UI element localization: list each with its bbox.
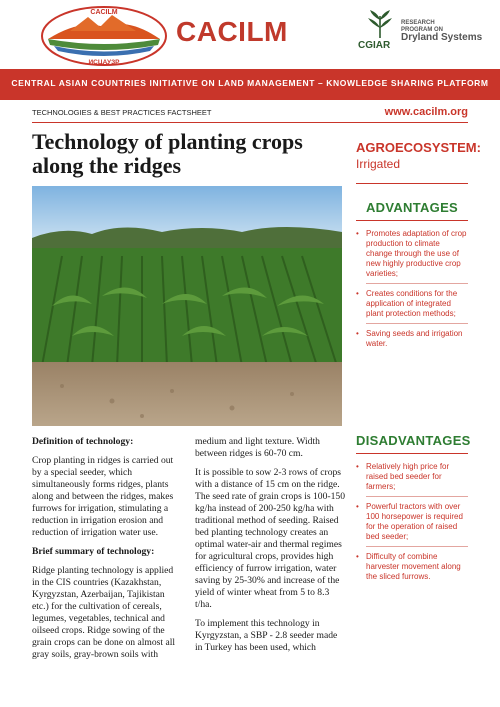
body-column-2 [195,436,345,661]
agroecosystem-label: AGROECOSYSTEM: [356,140,481,155]
agroecosystem-value: Irrigated [356,157,401,171]
banner-text: CENTRAL ASIAN COUNTRIES INITIATIVE ON LAND MANAGEMENT – KNOWLEDGE SHARING PLATFORM [11,78,489,88]
list-item: • Powerful tractors with over 100 horsepower is required for the operation of raised bed seeder; [356,502,463,541]
body-paragraph: medium and light texture. Width between ridges is 60-70 cm. [195,436,320,459]
advantages-list [356,229,468,349]
advantages-divider [356,220,468,221]
factsheet-label: TECHNOLOGIES & BEST PRACTICES FACTSHEET [32,108,212,117]
definition-text: Crop planting in ridges is carried out by a special seeder, which simultaneously forms ridges, plants along and between the ridges, makes furrows for irrigation, stimulating a reduction in irrigation erosion and reduction of irrigation water use. [32,455,174,538]
cornfield-photo [32,186,342,426]
cgiar-logo [358,10,488,58]
summary-text: Ridge planting technology is applied in the CIS countries (Kazakhstan, Kyrgyzstan, Azerbaijan, Tajikistan etc.) for the cultivation of cereals, legumes, vegetables, technical and oilseed crops. Ridge sowing of the grain crops can be done on almost all gray soils, gray-brown soils with [32,565,176,660]
cacilm-logo [40,5,168,67]
list-item: • Difficulty of combine harvester movement along the sliced furrows. [356,552,461,581]
header-divider [32,122,468,123]
definition-heading: Definition of technology: [32,436,134,447]
list-item: • Saving seeds and irrigation water. [356,329,463,348]
logo-text-top: CACILM [90,9,118,16]
disadvantages-section [356,433,471,586]
advantages-section [356,200,468,353]
cgiar-program-text: RESEARCH PROGRAM ON Dryland Systems [401,20,483,43]
brand-title: CACILM [176,16,288,47]
summary-heading: Brief summary of technology: [32,546,155,557]
body-column-1 [32,436,182,668]
list-item: • Relatively high price for raised bed seeder for farmers; [356,462,450,491]
cgiar-wheat-icon [360,10,400,40]
list-item: • Creates conditions for the application of integrated plant protection methods; [356,289,458,318]
disadvantages-title: DISADVANTAGES [356,433,471,448]
cgiar-wordmark: CGIAR [358,40,391,51]
list-item: • Promotes adaptation of crop production to climate change through the use of new highly productive crop varieties; [356,229,467,278]
disadvantages-divider [356,453,468,454]
agroecosystem-divider [356,183,468,184]
website-link[interactable]: www.cacilm.org [384,106,468,118]
disadvantages-list [356,462,468,582]
body-paragraph: It is possible to sow 2-3 rows of crops with a distance of 15 cm on the ridge. The seed rate of grain crops is 100-150 kg/ha instead of 200-250 kg/ha with traditional method of seeding. Raised bed planting technology creates an optimal water-air and thermal regimes for agricultural crops, provides high efficiency of furrow irrigation, water saving by 25-30% and increase of the yield of winter wheat from 5 to 8.3 t/ha. [195,467,345,610]
advantages-title: ADVANTAGES [365,200,459,215]
header-banner [0,69,500,100]
body-paragraph: To implement this technology in Kyrgyzstan, a SBP - 2.8 seeder made in Turkey has been used, which [195,618,338,653]
logo-text-bottom: ИСЦАУЗР [88,59,120,66]
page-title: Technology of planting crops along the ridges [32,129,303,178]
